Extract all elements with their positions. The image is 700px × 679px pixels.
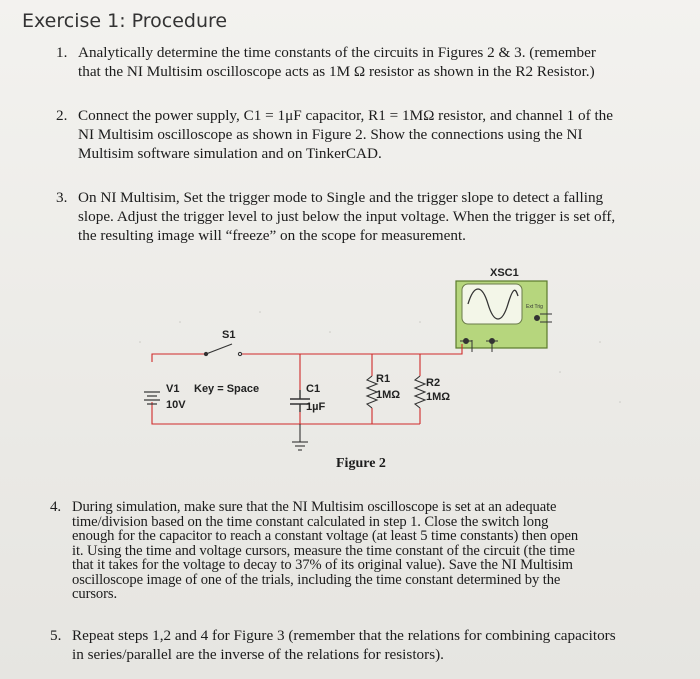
circuit-diagram bbox=[0, 262, 700, 462]
step-line: it. Using the time and voltage cursors, measure the time constant of the circuit (the time bbox=[72, 542, 575, 559]
resistor-r1-label: R1 bbox=[376, 373, 391, 385]
step-line: that it takes for the voltage to decay to 37% of its original value). Save the NI Multisim bbox=[72, 557, 573, 573]
figure-caption: Figure 2 bbox=[336, 456, 386, 471]
step-line: Analytically determine the time constants of the circuits in Figures 2 & 3. (remember bbox=[78, 44, 596, 61]
step-line: slope. Adjust the trigger level to just below the input voltage. When the trigger is set off, bbox=[78, 208, 616, 225]
ext-trig-terminal[interactable] bbox=[535, 316, 540, 321]
step-number: 2. bbox=[56, 107, 68, 124]
resistor-r1-value: 1MΩ bbox=[376, 389, 401, 401]
resistor-r2[interactable] bbox=[415, 376, 425, 408]
source-label: V1 bbox=[166, 383, 180, 395]
page-title: Exercise 1: Procedure bbox=[22, 10, 228, 32]
step-line: Multisim software simulation and on TinkerCAD. bbox=[78, 145, 382, 162]
step-line: NI Multisim oscilloscope as shown in Figure 2. Show the connections using the NI bbox=[78, 126, 583, 143]
step-line: that the NI Multisim oscilloscope acts as 1M Ω resistor as shown in the R2 Resistor.) bbox=[78, 63, 595, 80]
step-number: 3. bbox=[56, 189, 68, 206]
step-line: During simulation, make sure that the NI Multisim oscilloscope is set at an adequate bbox=[72, 499, 557, 515]
resistor-r2-label: R2 bbox=[426, 377, 441, 389]
step-line: Connect the power supply, C1 = 1μF capacitor, R1 = 1MΩ resistor, and channel 1 of the bbox=[78, 107, 614, 124]
step-line: Repeat steps 1,2 and 4 for Figure 3 (remember that the relations for combining capacitors bbox=[72, 627, 616, 644]
step-line: the resulting image will “freeze” on the scope for measurement. bbox=[78, 227, 466, 244]
step-line: enough for the capacitor to reach a constant voltage (at least 5 time constants) then open bbox=[72, 528, 579, 544]
step-line: oscilloscope image of one of the trials, including the time constant determined by the bbox=[72, 571, 561, 588]
step-line: time/division based on the time constant calculated in step 1. Close the switch long bbox=[72, 513, 549, 530]
switch-label: S1 bbox=[222, 329, 236, 341]
ext-trig-label: Ext Trig bbox=[526, 304, 543, 310]
step-line: in series/parallel are the inverse of the relations for resistors). bbox=[72, 646, 444, 663]
step-line: cursors. bbox=[72, 586, 117, 602]
source-value: 10V bbox=[166, 399, 186, 411]
scope-label: XSC1 bbox=[490, 267, 519, 279]
step-number: 1. bbox=[56, 44, 68, 61]
resistor-r2-value: 1MΩ bbox=[426, 391, 451, 403]
step-number: 5. bbox=[50, 627, 62, 644]
capacitor-label: C1 bbox=[306, 383, 321, 395]
step-number: 4. bbox=[50, 499, 62, 515]
oscilloscope-screen bbox=[462, 284, 522, 324]
key-label: Key = Space bbox=[194, 383, 260, 395]
ground-symbol bbox=[292, 424, 308, 450]
step-line: On NI Multisim, Set the trigger mode to Single and the trigger slope to detect a falling bbox=[78, 189, 604, 206]
capacitor-value: 1µF bbox=[306, 401, 326, 413]
switch-s1[interactable] bbox=[204, 344, 241, 356]
